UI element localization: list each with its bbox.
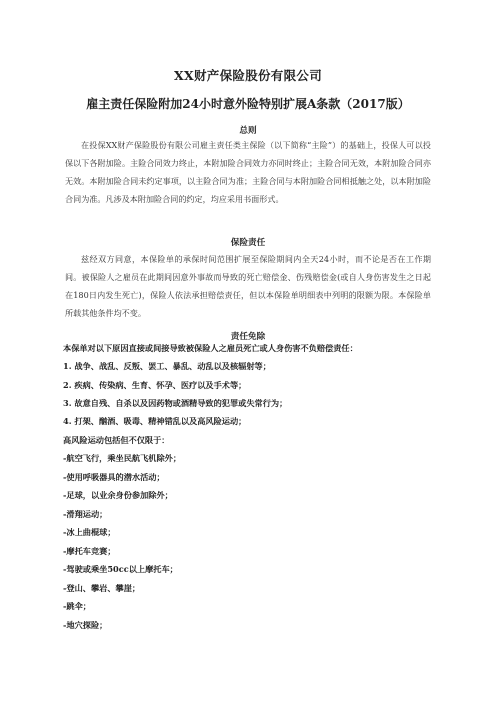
exclusion-item: 1. 战争、战乱、反叛、罢工、暴乱、动乱以及核辐射等； [63, 361, 271, 371]
sport-item: -驾驶或乘坐50cc以上摩托车； [63, 564, 178, 574]
liability-paragraph: 兹经双方同意，本保险单的承保时间范围扩展至保险期间内全天24小时，而不论是否在工作期间。被保险人之雇员在此期间因意外事故而导致的死亡赔偿金、伤残赔偿金(或自人身伤害发生之日起在180日内发生死亡)，保险人依法承担赔偿责任，但以本保险单明细表中列明的限额为限。本保险单所载其他条件均不变。 [65, 254, 431, 318]
company-name: XX财产保险股份有限公司 [174, 68, 322, 83]
document-title: 雇主责任保险附加24小时意外险特别扩展A条款（2017版） [86, 97, 410, 111]
general-paragraph: 在投保XX财产保险股份有限公司雇主责任类主保险（以下简称“主险”）的基础上，投保人可以投保以下各附加险。主险合同效力终止，本附加险合同效力亦同时终止；主险合同无效，本附加险合同亦无效。本附加险合同未约定事项，以主险合同为准；主险合同与本附加险合同相抵触之处，以本附加险合同为准。凡涉及本附加险合同的约定，均应采用书面形式。 [65, 140, 431, 204]
sport-item: -足球，以业余身份参加除外； [63, 490, 173, 500]
sports-intro: 高风险运动包括但不仅限于： [63, 435, 170, 445]
section-heading-liability: 保险责任 [230, 238, 266, 248]
section-heading-exclusions: 责任免除 [230, 332, 266, 342]
sport-item: -航空飞行，乘坐民航飞机除外； [63, 453, 182, 463]
sport-item: -冰上曲棍球； [63, 527, 116, 537]
exclusion-item: 4. 打架、酗酒、吸毒、精神错乱以及高风险运动； [63, 416, 247, 426]
sport-item: -跳伞； [63, 601, 91, 611]
sport-item: -使用呼吸器具的潜水活动； [63, 472, 165, 482]
exclusions-intro: 本保单对以下原因直接或间接导致被保险人之雇员死亡或人身伤害不负赔偿责任： [63, 343, 358, 353]
sport-item: -登山、攀岩、攀崖； [63, 583, 141, 593]
sport-item: -摩托车竞赛； [63, 546, 116, 556]
sport-item: -滑翔运动； [63, 509, 108, 519]
exclusion-item: 2. 疾病、传染病、生育、怀孕、医疗以及手术等； [63, 380, 247, 390]
sport-item: -地穴探险； [63, 620, 108, 630]
exclusion-item: 3. 故意自残、自杀以及因药物或酒精导致的犯罪或失常行为； [63, 398, 288, 408]
section-heading-general: 总则 [239, 126, 257, 136]
